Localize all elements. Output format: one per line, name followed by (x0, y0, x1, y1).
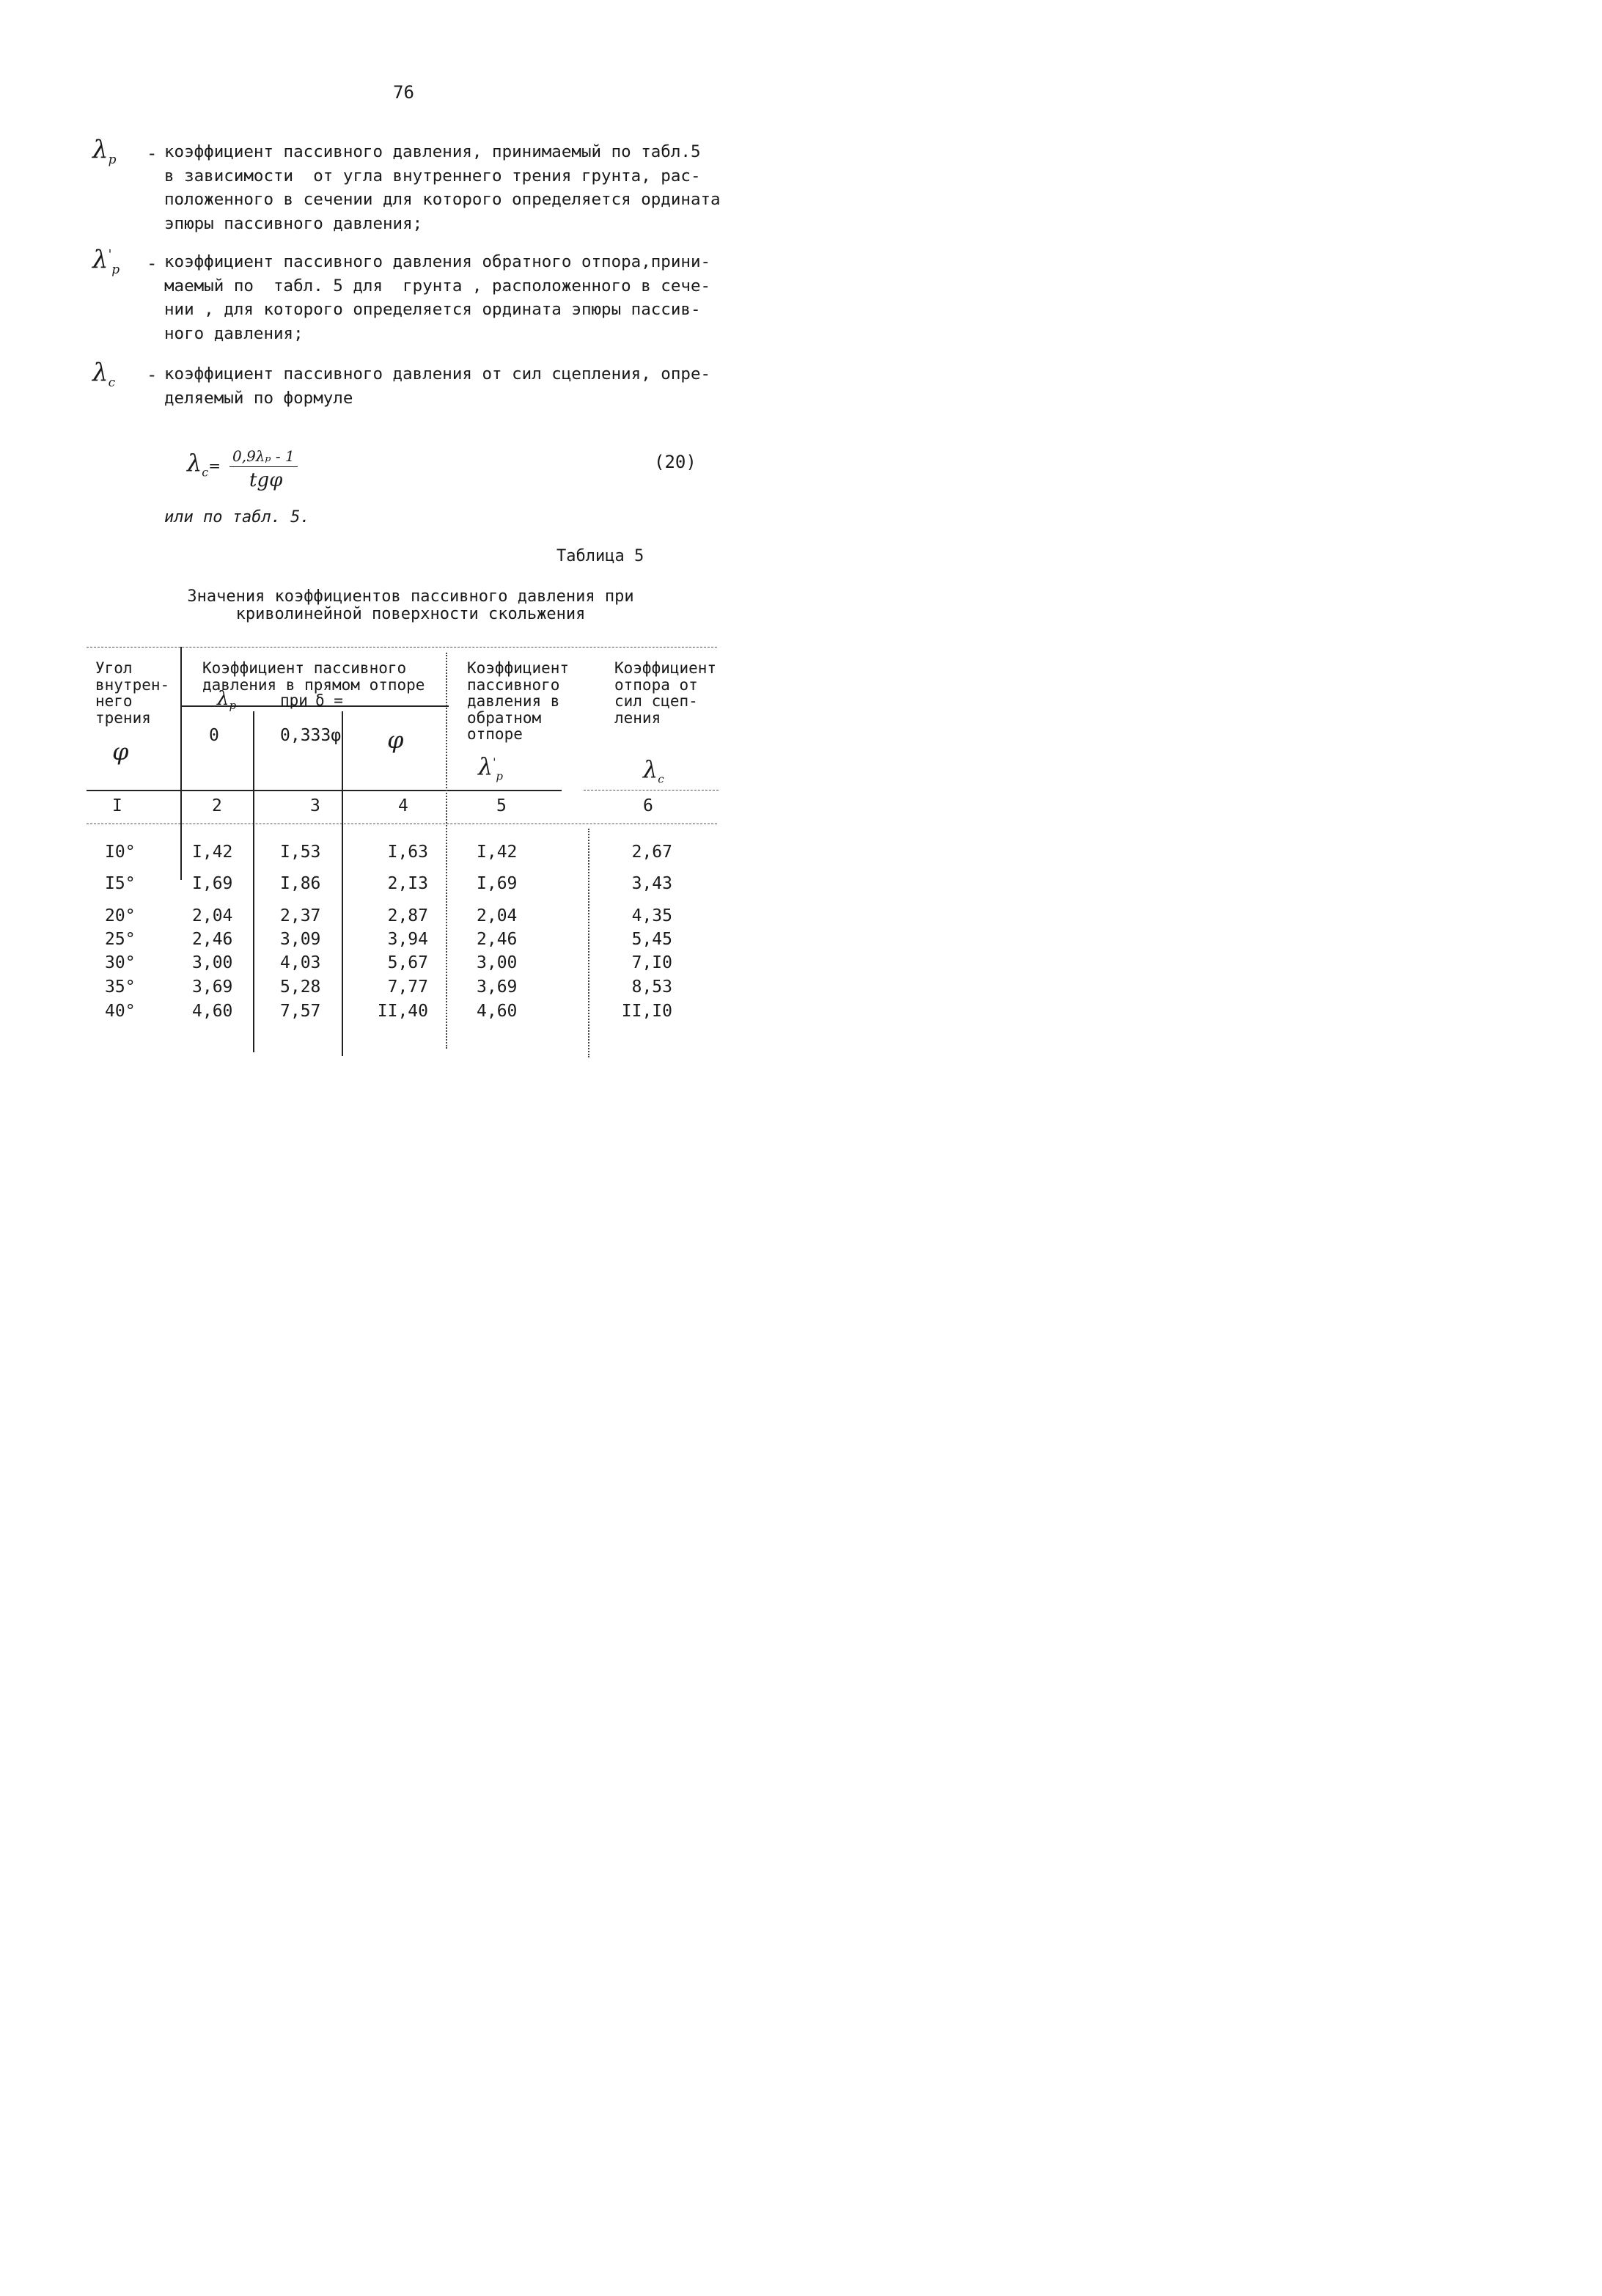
header-line: давления в (467, 692, 560, 710)
definition-line: ного давления; (164, 323, 304, 343)
header-angle (95, 660, 169, 726)
table-row (0, 978, 807, 1001)
header-lambda-p-prime: $\lambda'_p$ (478, 752, 504, 783)
subheader-0: 0 (209, 726, 219, 745)
cell-value: 3,69 (477, 978, 518, 997)
cell-value: 3,43 (631, 874, 672, 893)
column-number: 2 (212, 796, 222, 815)
cell-value: 2,67 (631, 843, 672, 862)
header-delta: δ = (315, 692, 343, 709)
cell-value: 4,60 (477, 1002, 518, 1021)
definition-line: коэффициент пассивного давления от сил сцепления, опре- (164, 364, 711, 384)
definition-line: нии , для которого определяется ордината эпюры пассив- (164, 300, 701, 319)
definition-text-lambda-p-prime (164, 250, 710, 345)
definition-symbol-lambda-c: $\lambda_c$ (92, 358, 116, 390)
column-number: 4 (398, 796, 408, 815)
cell-value: 8,53 (631, 978, 672, 997)
header-lambda-c: $\lambda_c$ (643, 755, 664, 786)
definition-line: эпюры пассивного давления; (164, 213, 423, 233)
header-line: Коэффициент (467, 659, 570, 677)
definition-symbol-lambda-p: $\lambda_p$ (92, 135, 117, 167)
cell-value: I,69 (477, 874, 518, 893)
table-row (0, 843, 807, 866)
definition-line: маемый по табл. 5 для грунта , расположенного в сече- (164, 276, 711, 296)
table-header-rule-right (584, 790, 719, 791)
header-lambda-p: $\lambda_p$ (217, 688, 237, 713)
cell-value: 4,60 (192, 1002, 233, 1021)
cell-angle: I0° (105, 843, 136, 862)
header-line: Коэффициент пассивного (202, 659, 407, 677)
cell-value: 2,04 (477, 906, 518, 925)
header-line: внутрен- (95, 675, 170, 694)
header-at: при (280, 692, 308, 709)
cell-value: 7,57 (280, 1002, 321, 1021)
cell-angle: 25° (105, 930, 136, 949)
definition-dash: - (147, 253, 158, 274)
equation-number: (20) (654, 452, 697, 472)
definition-line: коэффициент пассивного давления, принимаемый по табл.5 (164, 142, 701, 161)
column-number: 3 (310, 796, 320, 815)
table-title (176, 588, 645, 623)
cell-value: 3,69 (192, 978, 233, 997)
cell-value: 5,28 (280, 978, 321, 997)
cell-value: 2,37 (280, 906, 321, 925)
header-line: Угол (95, 659, 133, 677)
subheader-0333phi: 0,333φ (280, 726, 342, 745)
cell-value: 2,04 (192, 906, 233, 925)
cell-value: 2,I3 (387, 874, 428, 893)
column-number: I (112, 796, 122, 815)
cell-value: 7,I0 (631, 953, 672, 972)
cell-value: 4,35 (631, 906, 672, 925)
cell-value: I,42 (477, 843, 518, 862)
header-line: отпоре (467, 725, 523, 743)
header-line: отпора от (614, 675, 698, 694)
table-title-line: Значения коэффициентов пассивного давления при (187, 587, 634, 606)
table-row (0, 930, 807, 953)
header-phi-symbol: φ (112, 738, 129, 766)
header-line: Коэффициент (614, 659, 717, 677)
cell-value: 5,45 (631, 930, 672, 949)
cell-value: 2,46 (192, 930, 233, 949)
cell-value: 4,03 (280, 953, 321, 972)
table-row (0, 874, 807, 898)
formula-20 (187, 446, 326, 505)
definition-line: коэффициент пассивного давления обратного отпора,прини- (164, 252, 711, 271)
cell-value: 3,94 (387, 930, 428, 949)
header-line: трения (95, 708, 151, 727)
cell-angle: I5° (105, 874, 136, 893)
definition-text-lambda-p (164, 140, 721, 235)
formula-lhs: $\lambda_c=$ (187, 449, 221, 480)
cell-value: II,I0 (621, 1002, 672, 1021)
definition-line: в зависимости от угла внутреннего трения грунта, рас- (164, 166, 701, 186)
cell-value: 3,00 (477, 953, 518, 972)
table-title-line: криволинейной поверхности скольжения (235, 605, 586, 623)
column-number: 6 (643, 796, 653, 815)
header-line: него (95, 692, 133, 710)
header-line: давления в прямом отпоре (202, 675, 425, 694)
formula-numerator: 0,9λₚ - 1 (229, 447, 298, 467)
definition-line: положенного в сечении для которого определяется ордината (164, 190, 721, 209)
header-reverse-pressure (467, 660, 569, 743)
definition-symbol-lambda-p-prime: $\lambda'_p$ (92, 245, 120, 277)
header-cohesion (614, 660, 716, 726)
cell-angle: 30° (105, 953, 136, 972)
cell-value: 2,87 (387, 906, 428, 925)
definition-dash: - (147, 364, 158, 385)
page-number: 76 (393, 82, 414, 103)
cell-value: 2,46 (477, 930, 518, 949)
cell-value: 5,67 (387, 953, 428, 972)
subheader-phi: φ (387, 726, 404, 754)
table-row (0, 1002, 807, 1025)
cell-angle: 35° (105, 978, 136, 997)
table-row (0, 953, 807, 977)
table-row (0, 906, 807, 930)
cell-value: I,53 (280, 843, 321, 862)
cell-value: II,40 (377, 1002, 428, 1021)
cell-value: I,86 (280, 874, 321, 893)
cell-value: 3,00 (192, 953, 233, 972)
cell-angle: 20° (105, 906, 136, 925)
header-line: сил сцеп- (614, 692, 698, 710)
header-line: обратном (467, 708, 542, 727)
cell-value: 7,77 (387, 978, 428, 997)
formula-note: или по табл. 5. (164, 508, 310, 527)
formula-denominator: tgφ (249, 469, 283, 491)
header-line: пассивного (467, 675, 560, 694)
cell-value: 3,09 (280, 930, 321, 949)
definition-line: деляемый по формуле (164, 388, 353, 408)
cell-angle: 40° (105, 1002, 136, 1021)
column-number: 5 (496, 796, 507, 815)
cell-value: I,63 (387, 843, 428, 862)
definition-text-lambda-c (164, 362, 710, 410)
table-header-rule (87, 790, 562, 791)
cell-value: I,42 (192, 843, 233, 862)
cell-value: I,69 (192, 874, 233, 893)
header-line: ления (614, 708, 661, 727)
table-caption: Таблица 5 (556, 547, 644, 565)
definition-dash: - (147, 143, 158, 164)
